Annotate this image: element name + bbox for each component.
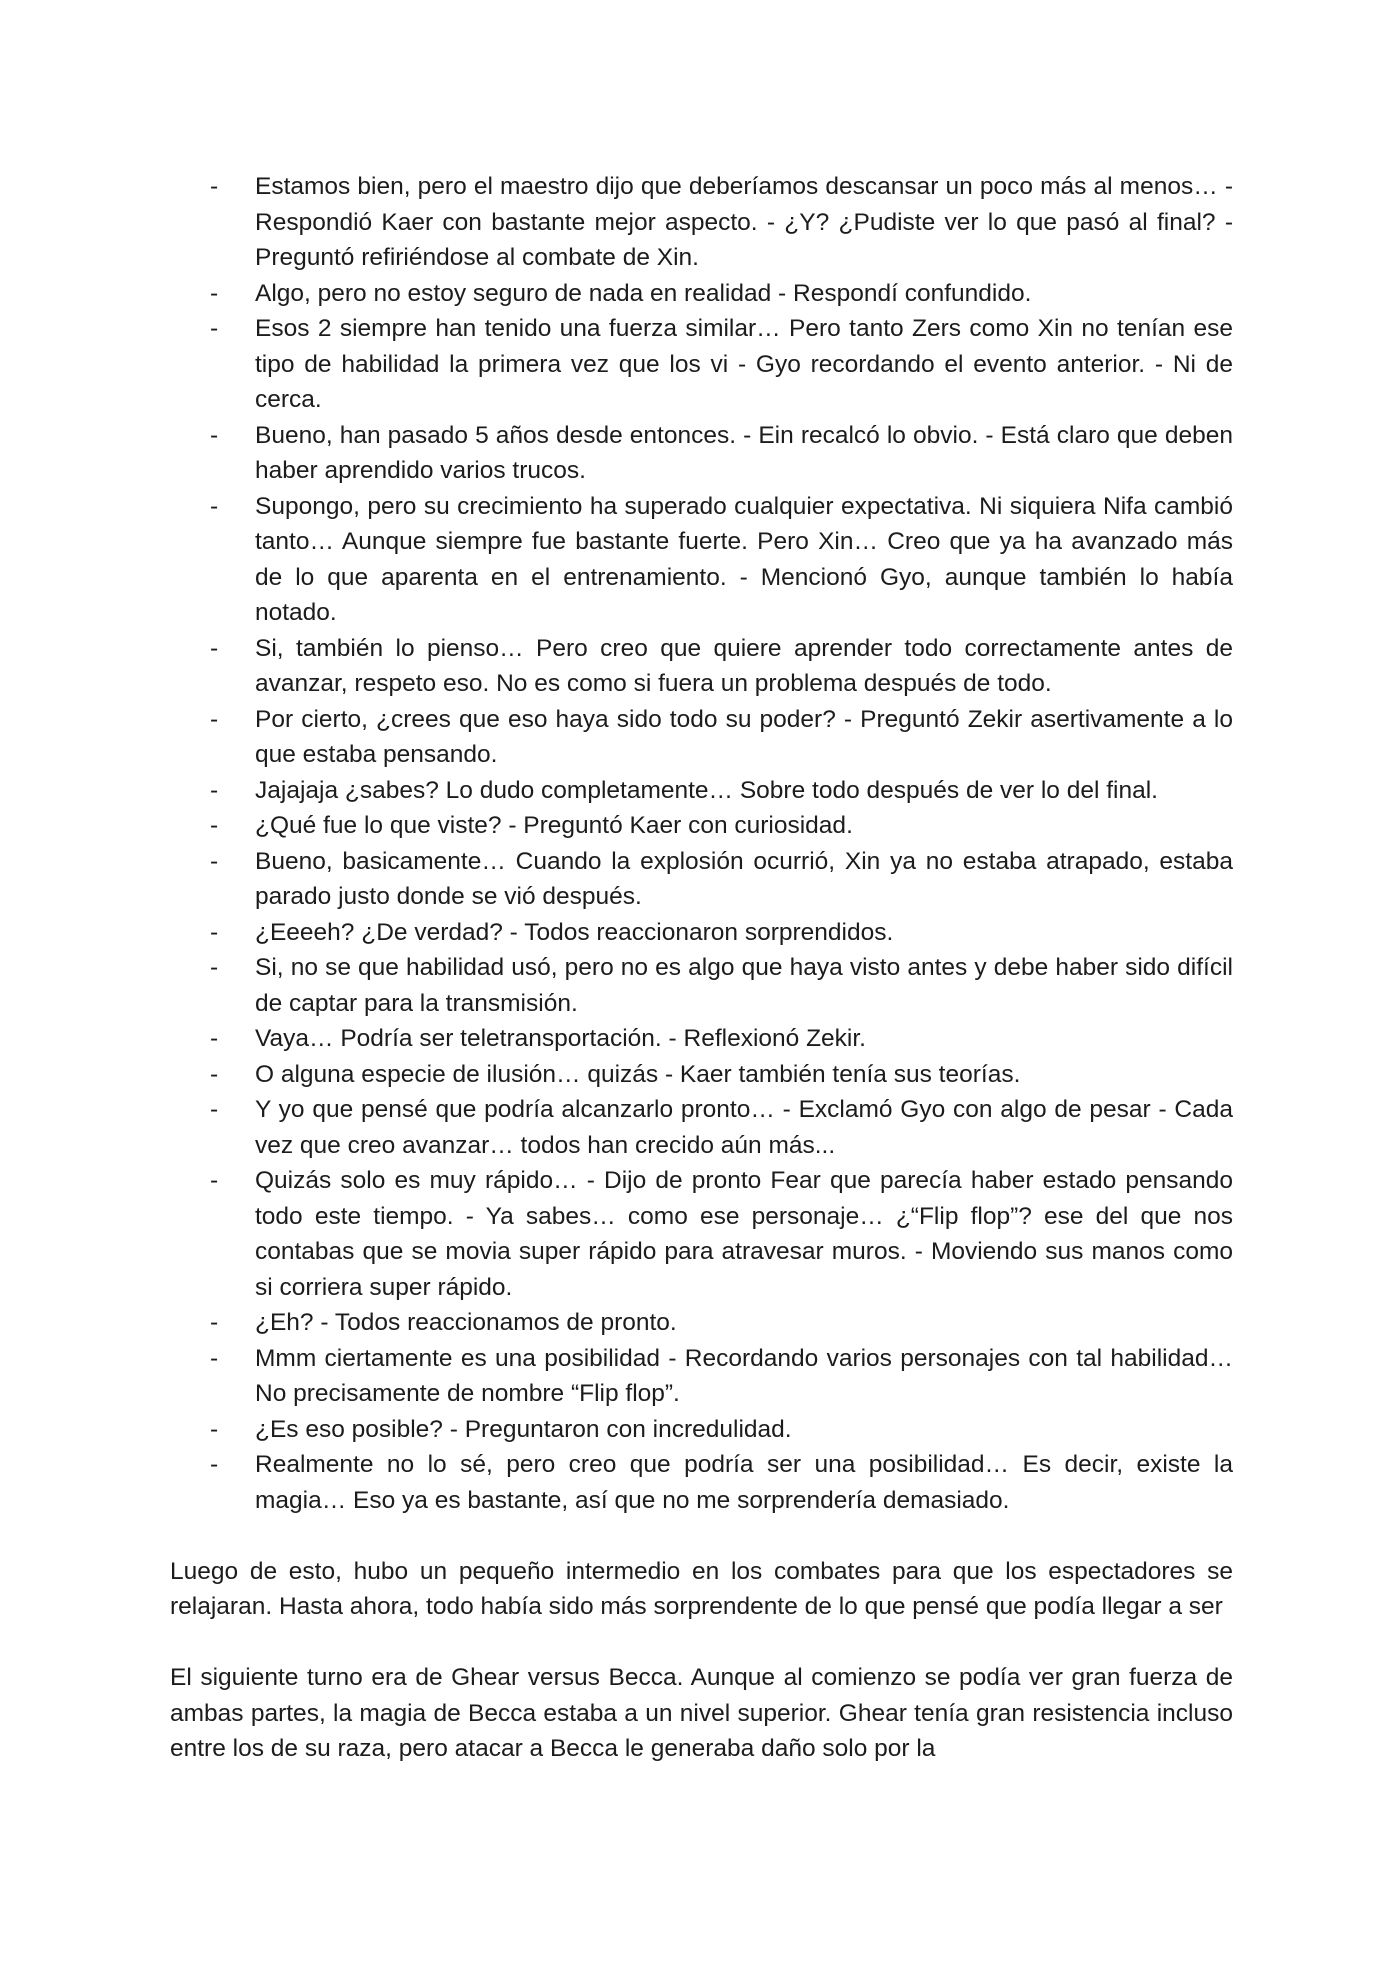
dialogue-dash: - (210, 1309, 219, 1336)
dialogue-dash: - (210, 492, 219, 520)
dialogue-line (170, 169, 1233, 276)
dialogue-line (170, 489, 1233, 631)
dialogue-text: ¿Qué fue lo que viste? - Preguntó Kaer con curiosidad. (255, 812, 853, 839)
dialogue-text: O alguna especie de ilusión… quizás - Kaer también tenía sus teorías. (255, 1060, 1021, 1088)
dialogue-text: Si, no se que habilidad usó, pero no es algo que haya visto antes y debe haber sido difícil de captar para la transmisión. (255, 954, 1233, 1017)
dialogue-text: ¿Es eso posible? - Preguntaron con incredulidad. (255, 1415, 792, 1443)
dialogue-line (170, 276, 1233, 312)
dialogue-line (170, 702, 1233, 773)
dialogue-line (170, 950, 1233, 1021)
dialogue-line (170, 1305, 1233, 1341)
dialogue-line (170, 1021, 1233, 1057)
dialogue-dash: - (210, 1060, 219, 1088)
dialogue-line (170, 631, 1233, 702)
dialogue-text: ¿Eh? - Todos reaccionamos de pronto. (255, 1309, 677, 1336)
dialogue-dash: - (210, 279, 219, 307)
dialogue-dash: - (210, 776, 219, 804)
dialogue-line (170, 773, 1233, 809)
dialogue-dash: - (210, 1025, 219, 1052)
dialogue-text: Estamos bien, pero el maestro dijo que deberíamos descansar un poco más al menos… - Respondió Kaer con bastante mejor aspecto. - ¿Y? ¿Pudiste ver lo que pasó al final? - Preguntó refiriéndose al combate de Xin. (255, 173, 1233, 271)
body-paragraph: Luego de esto, hubo un pequeño intermedio en los combates para que los espectadores se relajaran. Hasta ahora, todo había sido más sorprendente de lo que pensé que podía llegar a ser (170, 1557, 1233, 1620)
dialogue-text: Supongo, pero su crecimiento ha superado cualquier expectativa. Ni siquiera Nifa cambió tanto… Aunque siempre fue bastante fuerte. Pero Xin… Creo que ya ha avanzado más de lo que aparenta en el entrenamiento. - Mencionó Gyo, aunque también lo había notado. (255, 492, 1233, 626)
dialogue-dash: - (210, 954, 219, 981)
dialogue-line (170, 1412, 1233, 1448)
dialogue-line (170, 311, 1233, 418)
dialogue-text: Bueno, basicamente… Cuando la explosión ocurrió, Xin ya no estaba atrapado, estaba parado justo donde se vió después. (255, 847, 1233, 910)
dialogue-text: ¿Eeeeh? ¿De verdad? - Todos reaccionaron sorprendidos. (255, 918, 894, 946)
dialogue-line (170, 915, 1233, 951)
body-paragraph: El siguiente turno era de Ghear versus Becca. Aunque al comienzo se podía ver gran fuerza de ambas partes, la magia de Becca estaba a un nivel superior. Ghear tenía gran resistencia incluso entre los de su raza, pero atacar a Becca le generaba daño solo por la (170, 1664, 1233, 1762)
dialogue-text: Algo, pero no estoy seguro de nada en realidad - Respondí confundido. (255, 279, 1032, 307)
dialogue-text: Realmente no lo sé, pero creo que podría ser una posibilidad… Es decir, existe la magia… Eso ya es bastante, así que no me sorprendería demasiado. (255, 1451, 1233, 1514)
dialogue-text: Y yo que pensé que podría alcanzarlo pronto… - Exclamó Gyo con algo de pesar - Cada vez que creo avanzar… todos han crecido aún más... (255, 1096, 1233, 1159)
dialogue-dash: - (210, 1167, 219, 1194)
dialogue-line (170, 1341, 1233, 1412)
dialogue-line (170, 1092, 1233, 1163)
document-page (170, 169, 1233, 1767)
dialogue-text: Jajajaja ¿sabes? Lo dudo completamente… Sobre todo después de ver lo del final. (255, 776, 1158, 804)
dialogue-dash: - (210, 315, 219, 342)
dialogue-text: Vaya… Podría ser teletransportación. - Reflexionó Zekir. (255, 1025, 866, 1052)
dialogue-text: Por cierto, ¿crees que eso haya sido todo su poder? - Preguntó Zekir asertivamente a lo que estaba pensando. (255, 705, 1233, 768)
dialogue-line (170, 844, 1233, 915)
dialogue-dash: - (210, 918, 219, 946)
dialogue-line (170, 1163, 1233, 1305)
dialogue-dash: - (210, 705, 219, 733)
dialogue-text: Quizás solo es muy rápido… - Dijo de pronto Fear que parecía haber estado pensando todo este tiempo. - Ya sabes… como ese personaje… ¿“Flip flop”? ese del que nos contabas que se movia super rápido para atravesar muros. - Moviendo sus manos como si corriera super rápido. (255, 1167, 1233, 1301)
dialogue-dash: - (210, 1344, 219, 1372)
dialogue-line (170, 808, 1233, 844)
dialogue-text: Si, también lo pienso… Pero creo que quiere aprender todo correctamente antes de avanzar, respeto eso. No es como si fuera un problema después de todo. (255, 634, 1233, 697)
dialogue-dash: - (210, 634, 219, 662)
dialogue-dash: - (210, 1451, 219, 1478)
dialogue-dash: - (210, 173, 219, 200)
dialogue-list (170, 169, 1233, 1518)
dialogue-dash: - (210, 1415, 219, 1443)
dialogue-dash: - (210, 1096, 219, 1123)
dialogue-line (170, 1057, 1233, 1093)
dialogue-dash: - (210, 421, 219, 449)
dialogue-text: Bueno, han pasado 5 años desde entonces. - Ein recalcó lo obvio. - Está claro que deben haber aprendido varios trucos. (255, 421, 1233, 484)
dialogue-text: Esos 2 siempre han tenido una fuerza similar… Pero tanto Zers como Xin no tenían ese tipo de habilidad la primera vez que los vi - Gyo recordando el evento anterior. - Ni de cerca. (255, 315, 1233, 413)
dialogue-line (170, 418, 1233, 489)
dialogue-line (170, 1447, 1233, 1518)
dialogue-text: Mmm ciertamente es una posibilidad - Recordando varios personajes con tal habilidad… No precisamente de nombre “Flip flop”. (255, 1344, 1233, 1407)
dialogue-dash: - (210, 847, 219, 875)
dialogue-dash: - (210, 812, 219, 839)
